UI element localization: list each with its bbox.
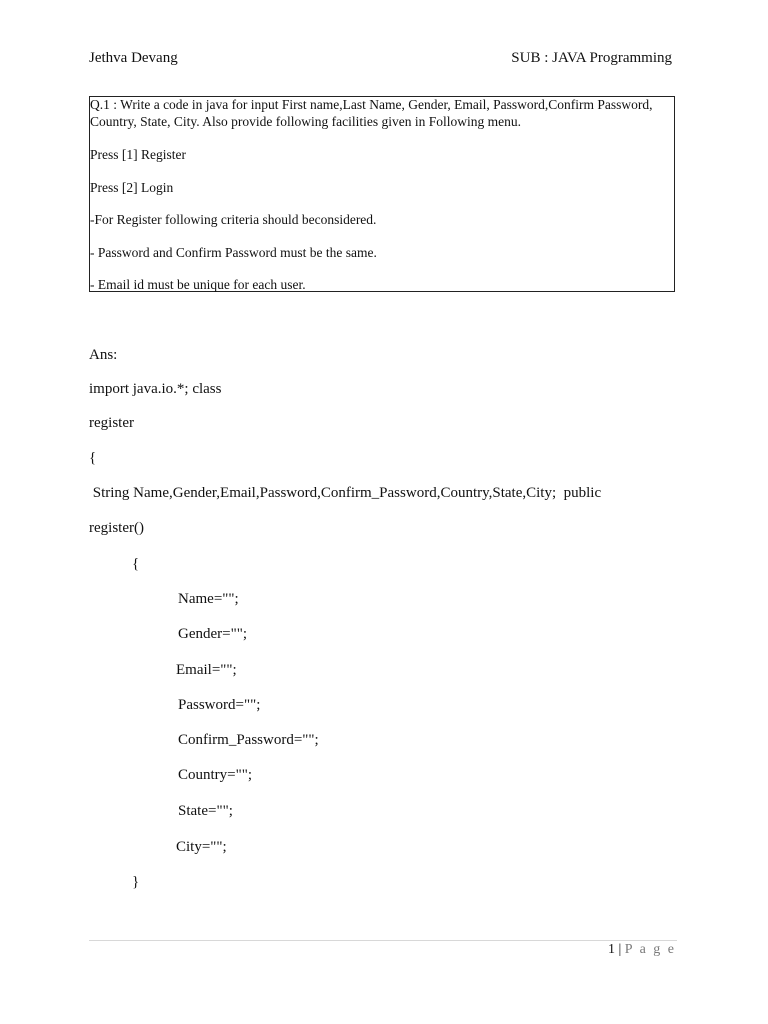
code-line: } [132,874,140,890]
question-line: Press [1] Register [90,147,186,162]
code-line: import java.io.*; class [89,381,222,397]
code-line: Country=""; [178,767,253,783]
question-line: - Email id must be unique for each user. [90,277,306,292]
footer-divider [89,940,677,941]
question-line: - Password and Confirm Password must be the same. [90,245,377,260]
header-author: Jethva Devang [89,50,178,66]
code-line: Gender=""; [178,626,248,642]
header-subject: SUB : JAVA Programming [511,50,672,66]
page-number: 1 [607,942,615,957]
code-line: register [89,415,134,431]
question-line: -For Register following criteria should beconsidered. [90,212,377,227]
question-line: Press [2] Login [90,180,174,195]
code-line: Name=""; [178,591,239,607]
code-line: Email=""; [176,662,237,678]
page-label: P a g e [624,942,676,957]
code-line: Confirm_Password=""; [178,732,319,748]
code-line: Password=""; [178,697,261,713]
page-footer [608,942,676,958]
code-line: register() [89,520,144,536]
footer-separator: | [618,942,622,957]
question-text: Q.1 : Write a code in java for input First name,Last Name, Gender, Email, Password,Confirm Password, Country, State, City. Also provide following facilities given in Following menu. [90,97,653,129]
answer-label: Ans: [89,347,118,363]
code-line: City=""; [176,839,227,855]
code-line: { [89,450,97,466]
code-line: { [132,556,140,572]
code-line: String Name,Gender,Email,Password,Confirm_Password,Country,State,City; public [89,485,602,501]
question-box [89,96,675,292]
code-line: State=""; [178,803,233,819]
